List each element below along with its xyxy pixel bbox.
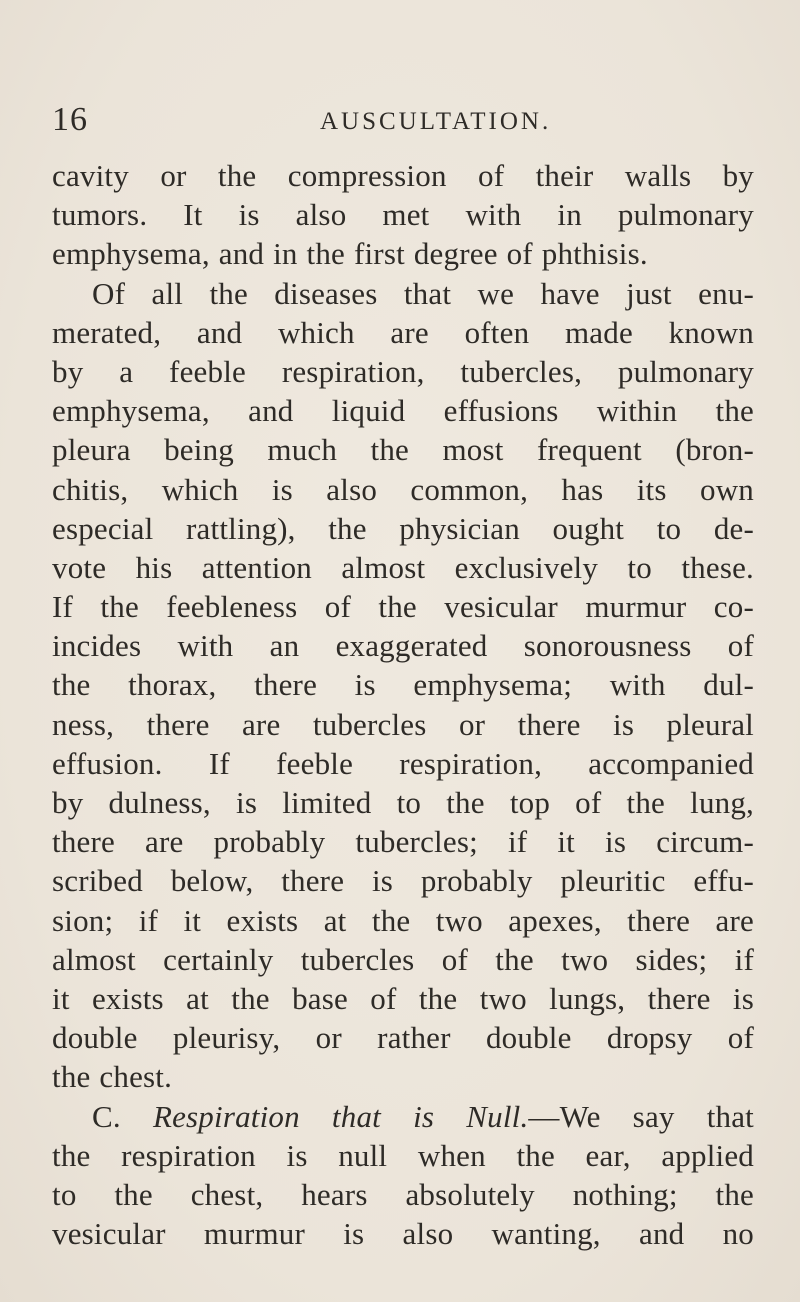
text-line: Of all the diseases that we have just enu- — [92, 275, 754, 311]
text-line: it exists at the base of the two lungs, there is — [52, 980, 754, 1016]
text-line: by a feeble respiration, tubercles, pulmonary — [52, 353, 754, 389]
text-line: by dulness, is limited to the top of the lung, — [52, 785, 754, 820]
text-line: vesicular murmur is also wanting, and no — [52, 1216, 754, 1252]
text-line: tumors. It is also met with in pulmonary — [52, 197, 754, 233]
text-line: to the chest, hears absolutely nothing; the — [52, 1176, 754, 1212]
text-line: the thorax, there is emphysema; with dul- — [52, 667, 754, 703]
running-title: AUSCULTATION. — [320, 108, 552, 135]
text-line: incides with an exaggerated sonorousness of — [52, 628, 754, 664]
text-line: almost certainly tubercles of the two sides; if — [52, 941, 754, 977]
text-line: there are probably tubercles; if it is circum- — [52, 824, 754, 860]
text-line: double pleurisy, or rather double dropsy of — [52, 1020, 754, 1056]
section-first-line-rest: —We say that — [528, 1098, 754, 1134]
text-line: sion; if it exists at the two apexes, there are — [52, 902, 754, 938]
section-c-first-line — [52, 1097, 754, 1136]
text-line: especial rattling), the physician ought to de- — [52, 510, 754, 546]
text-line: vote his attention almost exclusively to these. — [52, 549, 754, 585]
text-line: the respiration is null when the ear, applied — [52, 1137, 754, 1173]
text-line: merated, and which are often made known — [52, 314, 754, 350]
body-text — [52, 156, 754, 1253]
text-line: emphysema, and liquid effusions within the — [52, 393, 754, 429]
text-line: pleura being much the most frequent (bron- — [52, 432, 754, 468]
section-heading: Respiration that is Null. — [152, 1098, 529, 1134]
section-label: C. — [92, 1098, 121, 1134]
text-line: the chest. — [52, 1059, 173, 1095]
text-line: cavity or the compression of their walls by — [52, 158, 754, 193]
running-head — [52, 100, 752, 140]
text-line: scribed below, there is probably pleuritic effu- — [52, 863, 754, 899]
text-line: ness, there are tubercles or there is pleural — [52, 706, 754, 742]
page-number: 16 — [52, 101, 88, 138]
text-line: emphysema, and in the first degree of phthisis. — [52, 236, 648, 272]
text-line: effusion. If feeble respiration, accompanied — [52, 745, 754, 781]
text-line: If the feebleness of the vesicular murmur co- — [52, 589, 754, 625]
text-line: chitis, which is also common, has its own — [52, 471, 754, 507]
